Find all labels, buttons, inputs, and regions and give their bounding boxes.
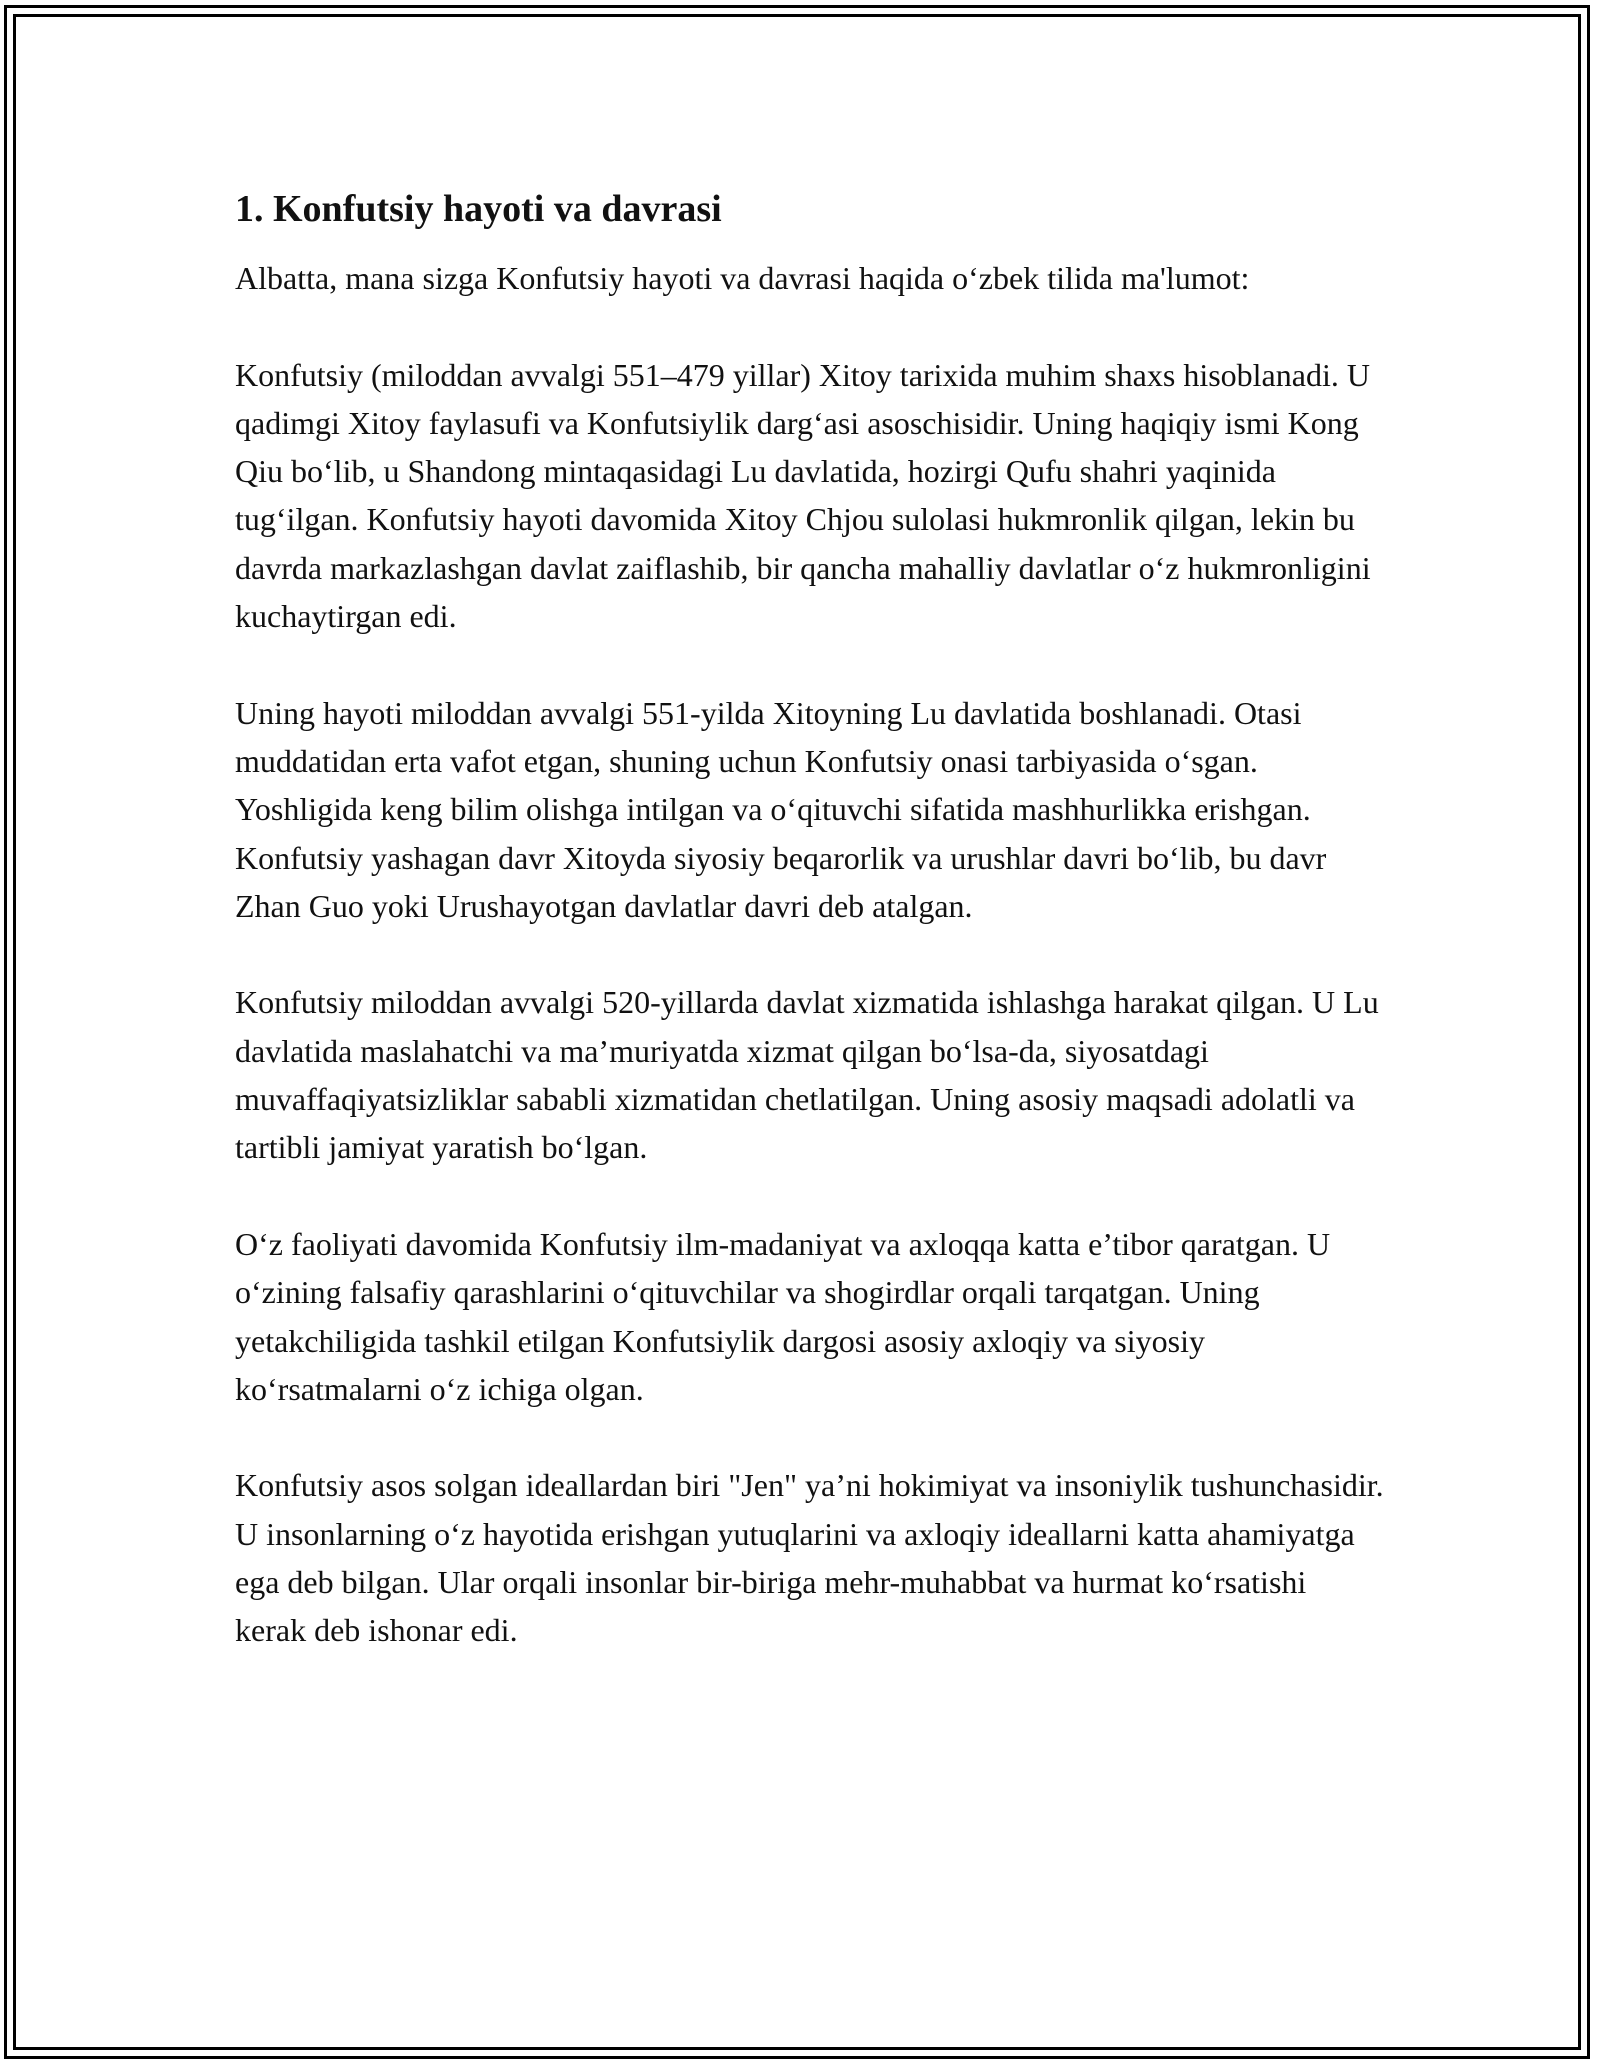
document-body [235, 186, 1385, 1703]
section-heading: 1. Konfutsiy hayoti va davrasi [235, 188, 722, 230]
paragraph-biography: Konfutsiy (miloddan avvalgi 551–479 yillar) Xitoy tarixida muhim shaxs hisoblanadi. U qadimgi Xitoy faylasufi va Konfutsiylik darg‘asi asoschisidir. Uning haqiqiy ismi Kong Qiu bo‘lib, u Shandong mintaqasidagi Lu davlatida, hozirgi Qufu shahri yaqinida tug‘ilgan. Konfutsiy hayoti davomida Xitoy Chjou sulolasi hukmronlik qilgan, lekin bu davrda markazlashgan davlat zaiflashib, bir qancha mahalliy davlatlar o‘z hukmronligini kuchaytirgan edi. [235, 356, 1371, 635]
paragraph-early-life: Uning hayoti miloddan avvalgi 551-yilda Xitoyning Lu davlatida boshlanadi. Otasi muddatidan erta vafot etgan, shuning uchun Konfutsiy onasi tarbiyasida o‘sgan. Yoshligida keng bilim olishga intilgan va o‘qituvchi sifatida mashhurlikka erishgan. Konfutsiy yashagan davr Xitoyda siyosiy beqarorlik va urushlar davri bo‘lib, bu davr Zhan Guo yoki Urushayotgan davlatlar davri deb atalgan. [235, 694, 1327, 924]
paragraph-intro: Albatta, mana sizga Konfutsiy hayoti va davrasi haqida o‘zbek tilida ma'lumot: [235, 260, 1250, 296]
paragraph-state-service: Konfutsiy miloddan avvalgi 520-yillarda davlat xizmatida ishlashga harakat qilgan. U Lu davlatida maslahatchi va ma’muriyatda xizmat qilgan bo‘lsa-da, siyosatdagi muvaffaqiyatsizliklar sababli xizmatidan chetlatilgan. Uning asosiy maqsadi adolatli va tartibli jamiyat yaratish bo‘lgan. [235, 984, 1379, 1166]
paragraph-teaching: O‘z faoliyati davomida Konfutsiy ilm-madaniyat va axloqqa katta e’tibor qaratgan. U o‘zining falsafiy qarashlarini o‘qituvchilar va shogirdlar orqali tarqatgan. Uning yetakchiligida tashkil etilgan Konfutsiylik dargosi asosiy axloqiy va siyosiy ko‘rsatmalarni o‘z ichiga olgan. [235, 1225, 1331, 1407]
paragraph-jen-ideal: Konfutsiy asos solgan ideallardan biri "Jen" ya’ni hokimiyat va insoniylik tushunchasidir. U insonlarning o‘z hayotida erishgan yutuqlarini va axloqiy ideallarni katta ahamiyatga ega deb bilgan. Ular orqali insonlar bir-biriga mehr-muhabbat va hurmat ko‘rsatishi kerak deb ishonar edi. [235, 1467, 1384, 1649]
